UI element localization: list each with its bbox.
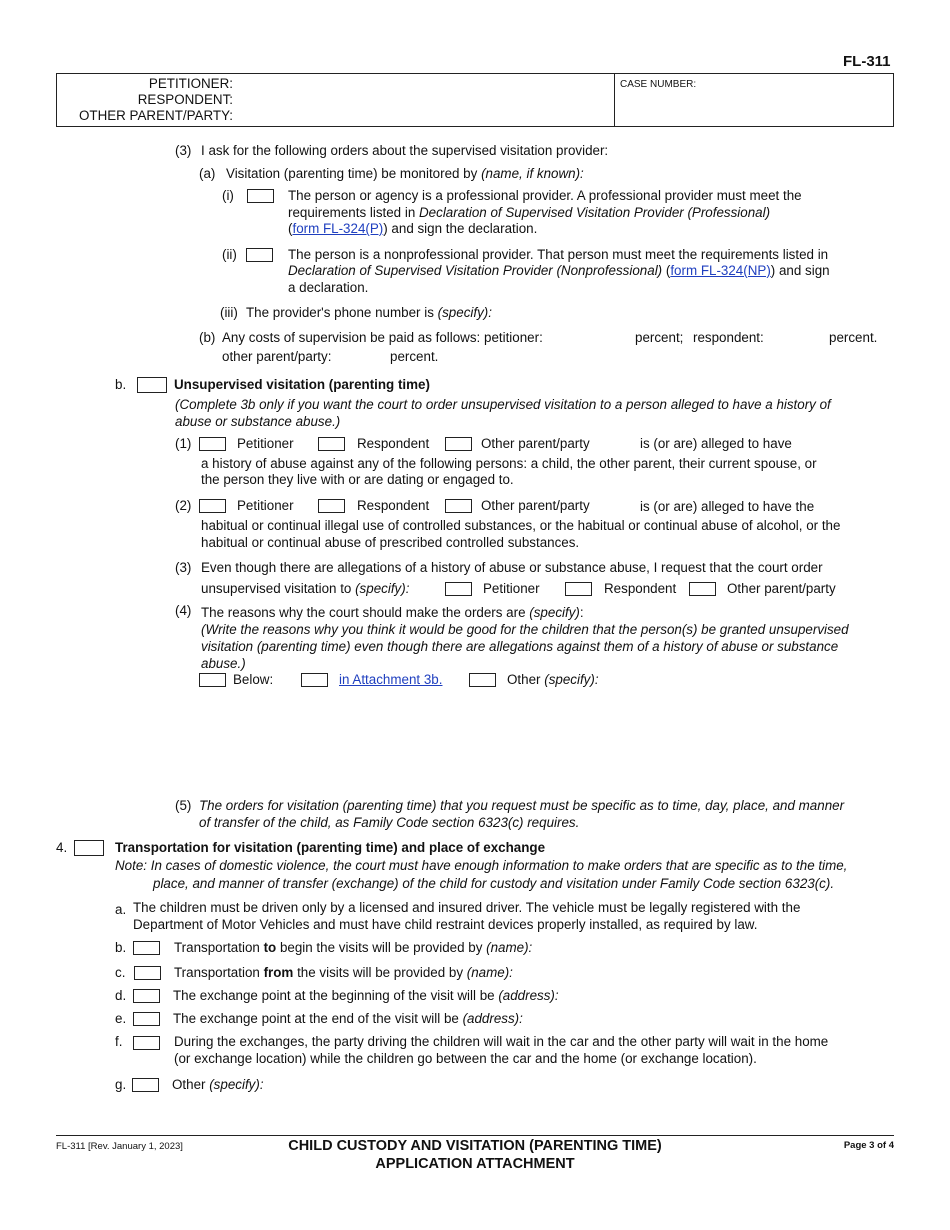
item-ii-line2 [288,263,830,280]
item-3b1-line2: a history of abuse against any of the following persons: a child, the other parent, their current spouse, or [201,456,817,471]
item-i-line3 [288,221,537,238]
reasons-below-checkbox[interactable] [199,673,226,687]
item-3b4-note2: visitation (parenting time) even though there are allegations against them of a history of abuse or substance [201,639,839,654]
unsupervised-respondent-label: Respondent [604,581,677,596]
item-iii-label: The provider's phone number is [246,305,434,320]
footer-revision: FL-311 [Rev. January 1, 2023] [56,1141,183,1152]
item-b-number: (b) [199,330,216,345]
footer-rule [56,1135,894,1136]
item-i-paren-open: ( [288,221,293,236]
abuse-other-party-checkbox[interactable] [445,437,472,451]
item-iii-number: (iii) [220,305,238,320]
item-4b-bold: to [263,940,277,955]
reasons-other-checkbox[interactable] [469,673,496,687]
unsupervised-petitioner-label: Petitioner [483,581,540,596]
transport-from-checkbox[interactable] [134,966,161,980]
exchange-begin-checkbox[interactable] [133,989,160,1003]
item-ii-line3: a declaration. [288,280,369,295]
item-4a-letter: a. [115,902,127,917]
item-i-number: (i) [222,188,234,203]
unsupervised-petitioner-checkbox[interactable] [445,582,472,596]
exchange-wait-checkbox[interactable] [133,1036,160,1050]
petitioner-label: PETITIONER: [148,76,233,91]
footer-title-line1: CHILD CUSTODY AND VISITATION (PARENTING TIME) [288,1138,662,1154]
item-4e-label: The exchange point at the end of the visit will be [173,1011,463,1026]
item-3b2-line3: habitual or continual abuse of prescribed controlled substances. [201,535,580,550]
unsupervised-respondent-checkbox[interactable] [565,582,592,596]
substance-petitioner-label: Petitioner [237,498,294,513]
unsupervised-visitation-title: Unsupervised visitation (parenting time) [174,377,430,392]
footer-page-number: Page 3 of 4 [843,1140,894,1151]
substance-respondent-label: Respondent [357,498,430,513]
item-3b1-tail: is (or are) alleged to have [640,436,792,451]
reasons-other-text: Other [507,672,541,687]
item-3b4-note1: (Write the reasons why you think it would be good for the children that the person(s) be granted unsupervised [201,622,849,637]
item-4b-post: begin the visits will be provided by [276,940,487,955]
item-3b-note-line2: abuse or substance abuse.) [175,414,341,429]
form-number: FL-311 [843,53,891,70]
item-4c-pre: Transportation [174,965,264,980]
item-4c-post: the visits will be provided by [293,965,467,980]
exchange-end-checkbox[interactable] [133,1012,160,1026]
substance-other-party-label: Other parent/party [481,498,590,513]
item-4c-text [174,965,513,982]
item-3b1-line3: the person they live with or are dating or engaged to. [201,472,514,487]
professional-provider-checkbox[interactable] [247,189,274,203]
item-4f-line2: (or exchange location) while the children go between the car and the home (or exchange location). [174,1051,757,1066]
item-3b4-line1 [201,605,584,622]
unsupervised-visitation-checkbox[interactable] [137,377,167,393]
footer-title-line2: APPLICATION ATTACHMENT [375,1156,575,1172]
form-fl324np-link[interactable]: form FL-324(NP) [670,263,771,278]
substance-respondent-checkbox[interactable] [318,499,345,513]
transportation-checkbox[interactable] [74,840,104,856]
abuse-respondent-label: Respondent [357,436,430,451]
item-4a-line2: Department of Motor Vehicles and must have child restraint devices properly installed, as required by law. [133,917,758,932]
item-4b-italic: (name): [486,940,533,955]
other-party-percent-prefix: other parent/party: [222,349,332,364]
attachment-3b-link[interactable]: in Attachment 3b. [339,672,443,687]
item-i-line1: The person or agency is a professional provider. A professional provider must meet the [288,188,802,203]
other-party-percent-label: percent. [390,349,439,364]
item-4c-letter: c. [115,965,126,980]
item-3b3-label: unsupervised visitation to [201,581,352,596]
item-4-number: 4. [56,840,68,855]
case-number-label: CASE NUMBER: [620,79,697,90]
reasons-other-label [507,672,599,689]
item-ii-number: (ii) [222,247,237,262]
transport-to-checkbox[interactable] [133,941,160,955]
item-iii-text [246,305,492,322]
nonprofessional-provider-checkbox[interactable] [246,248,273,262]
transportation-title: Transportation for visitation (parenting time) and place of exchange [115,840,546,855]
item-4d-label: The exchange point at the beginning of the visit will be [173,988,499,1003]
item-3b4-note3: abuse.) [201,656,246,671]
item-a-number: (a) [199,166,216,181]
transport-other-checkbox[interactable] [132,1078,159,1092]
item-i-line2-plain: requirements listed in [288,205,419,220]
abuse-respondent-checkbox[interactable] [318,437,345,451]
abuse-petitioner-checkbox[interactable] [199,437,226,451]
item-3b3-italic: (specify): [355,581,410,596]
unsupervised-other-party-checkbox[interactable] [689,582,716,596]
item-4a-line1: The children must be driven only by a licensed and insured driver. The vehicle must be legally registered with the [133,900,801,915]
respondent-label: RESPONDENT: [137,92,233,107]
item-3b2-number: (2) [175,498,192,513]
respondent-percent-label: percent. [829,330,878,345]
item-ii-line2-italic: Declaration of Supervised Visitation Provider (Nonprofessional) [288,263,663,278]
item-4b-pre: Transportation [174,940,264,955]
item-a-text [226,166,584,183]
item-i-line2-italic: Declaration of Supervised Visitation Provider (Professional) [419,205,771,220]
item-3b-letter: b. [115,377,127,392]
item-ii-paren-open: ( [662,263,671,278]
item-3b4-number: (4) [175,603,192,618]
item-3b5-line1: The orders for visitation (parenting time) that you request must be specific as to time, day, place, and manner [199,798,845,813]
item-4-note-line2: place, and manner of transfer (exchange) of the child for custody and visitation under Family Code section 6323(c). [153,876,835,891]
item-3a3-number: (3) [175,143,192,158]
substance-petitioner-checkbox[interactable] [199,499,226,513]
item-4e-letter: e. [115,1011,127,1026]
item-3b1-number: (1) [175,436,192,451]
item-4f-letter: f. [115,1034,123,1049]
item-4g-italic: (specify): [209,1077,264,1092]
substance-other-party-checkbox[interactable] [445,499,472,513]
abuse-petitioner-label: Petitioner [237,436,294,451]
item-3b2-tail: is (or are) alleged to have the [640,499,815,514]
reasons-below-label: Below: [233,672,274,687]
item-4b-text [174,940,532,957]
petitioner-percent-label: percent; [635,330,684,345]
item-b-text: Any costs of supervision be paid as follows: petitioner: [222,330,543,345]
item-4f-line1: During the exchanges, the party driving the children will wait in the car and the other party will wait in the home [174,1034,829,1049]
item-3a3-intro: I ask for the following orders about the supervised visitation provider: [201,143,609,158]
other-party-label: OTHER PARENT/PARTY: [78,108,233,123]
item-4c-italic: (name): [466,965,513,980]
item-i-line3-rest: ) and sign the declaration. [383,221,538,236]
item-4b-letter: b. [115,940,127,955]
item-i-line2 [288,205,770,222]
form-fl324p-link[interactable]: form FL-324(P) [292,221,384,236]
item-3b4-colon: : [579,605,584,620]
reasons-attachment-checkbox[interactable] [301,673,328,687]
item-4e-text [173,1011,523,1028]
item-4g-label: Other [172,1077,210,1092]
item-iii-italic: (specify): [437,305,492,320]
item-ii-line1: The person is a nonprofessional provider. That person must meet the requirements listed in [288,247,829,262]
item-3b4-italic: (specify) [529,605,580,620]
item-3b3-line2 [201,581,409,598]
item-4g-letter: g. [115,1077,127,1092]
respondent-percent-prefix: respondent: [693,330,764,345]
item-3b-note-line1: (Complete 3b only if you want the court to order unsupervised visitation to a person alleged to have a history of [175,397,831,412]
abuse-other-party-label: Other parent/party [481,436,590,451]
item-4e-italic: (address): [462,1011,523,1026]
item-4d-italic: (address): [498,988,559,1003]
item-3b3-line1: Even though there are allegations of a history of abuse or substance abuse, I request that the court order [201,560,823,575]
item-3b3-number: (3) [175,560,192,575]
item-3b2-line2: habitual or continual illegal use of controlled substances, or the habitual or continual abuse of alcohol, or the [201,518,841,533]
unsupervised-other-party-label: Other parent/party [727,581,836,596]
item-3b4-label: The reasons why the court should make the orders are [201,605,526,620]
caption-divider [614,73,615,127]
item-3b5-line2: of transfer of the child, as Family Code section 6323(c) requires. [199,815,580,830]
reasons-other-italic: (specify): [544,672,599,687]
item-4g-text [172,1077,264,1094]
item-a-label: Visitation (parenting time) be monitored by [226,166,478,181]
item-4d-text [173,988,559,1005]
item-a-italic: (name, if known): [481,166,584,181]
item-ii-line2-rest: ) and sign [770,263,830,278]
item-3b5-number: (5) [175,798,192,813]
item-4c-bold: from [263,965,294,980]
item-4-note-line1: Note: In cases of domestic violence, the court must have enough information to make orders that are specific as to the time, [115,858,848,873]
item-4d-letter: d. [115,988,127,1003]
